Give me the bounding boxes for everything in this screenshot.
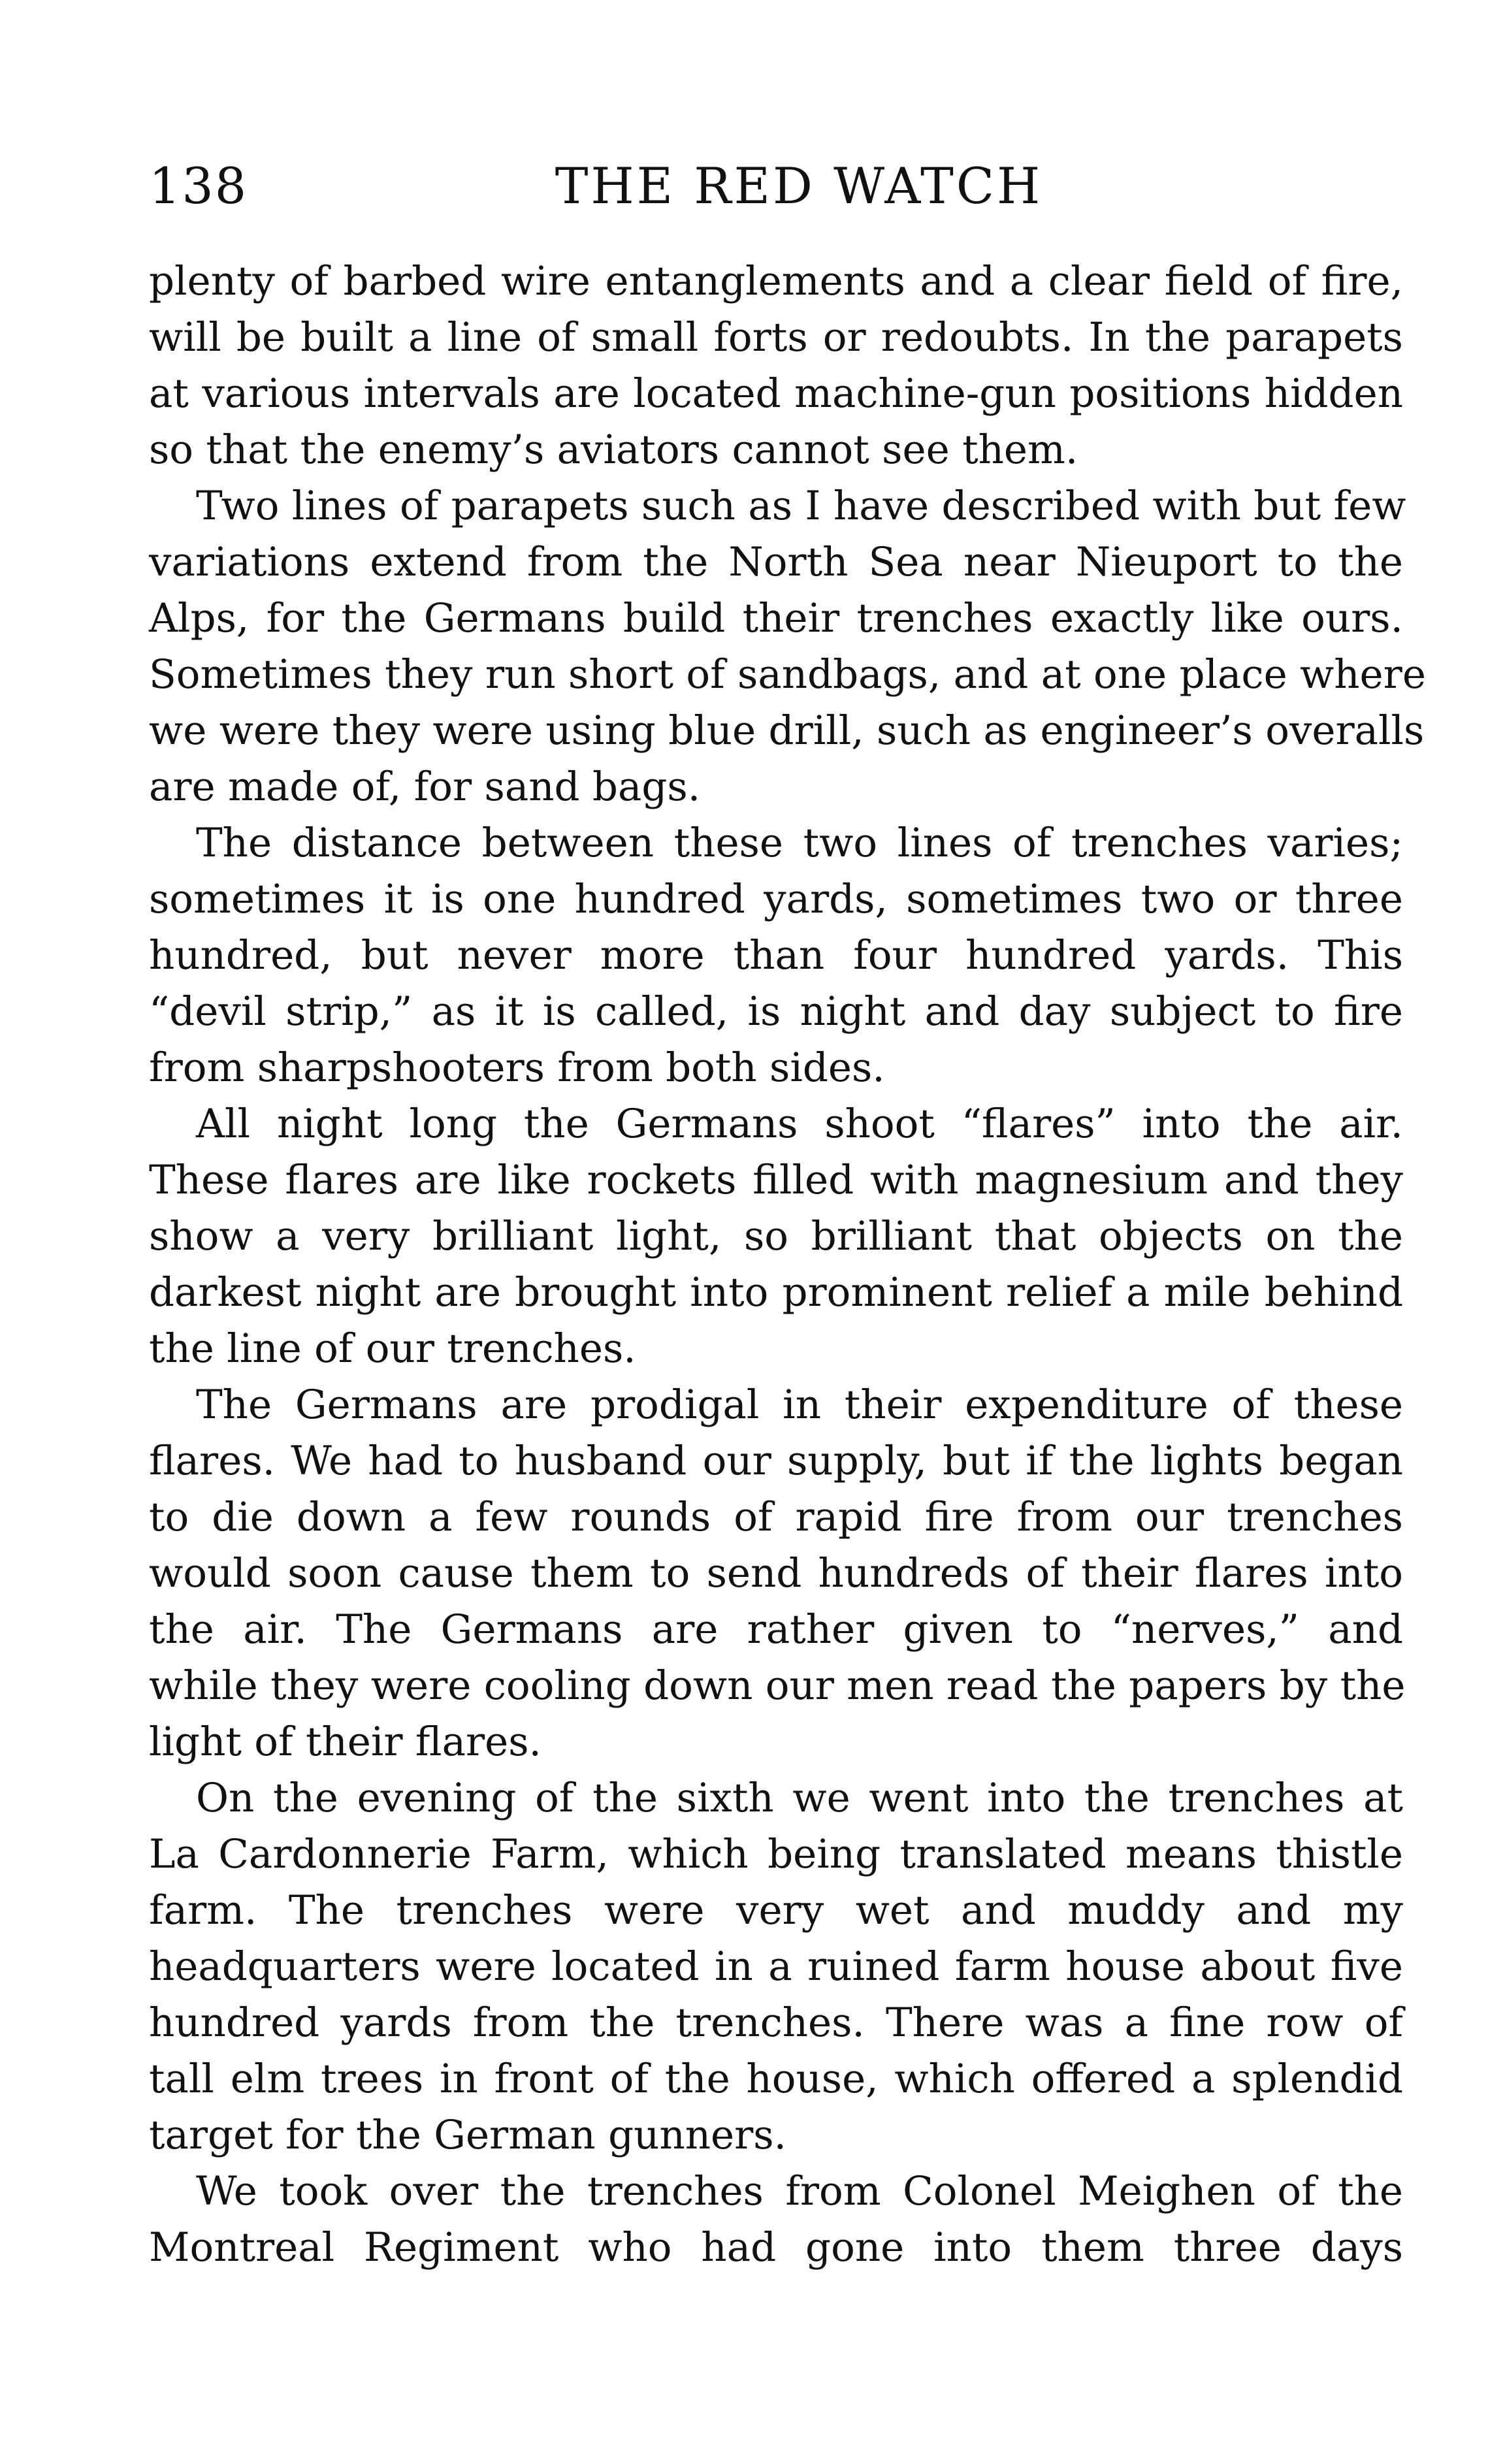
text-line: so that the enemy’s aviators cannot see them. bbox=[149, 427, 1078, 473]
text-line: Alps, for the Germans build their trenches exactly like ours. bbox=[149, 595, 1403, 641]
text-line: La Cardonnerie Farm, which being translated means thistle bbox=[149, 1831, 1403, 1877]
text-line: The Germans are prodigal in their expenditure of these bbox=[196, 1382, 1403, 1428]
paragraph bbox=[149, 2164, 1403, 2276]
text-line: variations extend from the North Sea near Nieuport to the bbox=[149, 539, 1403, 585]
text-line: the air. The Germans are rather given to “nerves,” and bbox=[149, 1606, 1403, 1653]
text-line: Sometimes they run short of sandbags, and at one place where bbox=[149, 651, 1426, 698]
text-line: would soon cause them to send hundreds of their flares into bbox=[149, 1550, 1403, 1597]
text-line: plenty of barbed wire entanglements and a clear field of fire, bbox=[149, 258, 1403, 304]
text-line: sometimes it is one hundred yards, sometimes two or three bbox=[149, 876, 1403, 922]
text-line: All night long the Germans shoot “flares” into the air. bbox=[196, 1101, 1403, 1147]
text-line: hundred yards from the trenches. There was a fine row of bbox=[149, 2000, 1403, 2046]
paragraph bbox=[149, 253, 1403, 478]
text-line: to die down a few rounds of rapid fire from our trenches bbox=[149, 1494, 1403, 1540]
text-line: The distance between these two lines of trenches varies; bbox=[196, 820, 1403, 866]
text-line: target for the German gunners. bbox=[149, 2112, 786, 2158]
text-line: We took over the trenches from Colonel Meighen of the bbox=[196, 2168, 1403, 2214]
page-number: 138 bbox=[149, 157, 248, 215]
text-line: hundred, but never more than four hundred yards. This bbox=[149, 932, 1403, 979]
running-head bbox=[149, 147, 1423, 232]
text-line: darkest night are brought into prominent relief a mile behind bbox=[149, 1269, 1403, 1316]
text-line: “devil strip,” as it is called, is night and day subject to fire bbox=[149, 988, 1403, 1035]
text-line: flares. We had to husband our supply, but if the lights began bbox=[149, 1438, 1403, 1484]
text-line: are made of, for sand bags. bbox=[149, 764, 701, 810]
text-line: Two lines of parapets such as I have described with but few bbox=[196, 483, 1406, 529]
text-line: show a very brilliant light, so brilliant that objects on the bbox=[149, 1213, 1403, 1259]
text-line: at various intervals are located machine-gun positions hidden bbox=[149, 370, 1403, 417]
text-line: Montreal Regiment who had gone into them three days bbox=[149, 2224, 1403, 2271]
text-line: from sharpshooters from both sides. bbox=[149, 1045, 885, 1091]
text-line: On the evening of the sixth we went into the trenches at bbox=[196, 1775, 1403, 1821]
body-text bbox=[149, 253, 1426, 2276]
text-line: tall elm trees in front of the house, which offered a splendid bbox=[149, 2056, 1403, 2102]
text-line: we were they were using blue drill, such as engineer’s overalls bbox=[149, 707, 1425, 754]
paragraph bbox=[149, 1377, 1406, 1770]
text-line: light of their flares. bbox=[149, 1719, 542, 1765]
running-title: THE RED WATCH bbox=[555, 157, 1043, 215]
text-line: will be built a line of small forts or redoubts. In the parapets bbox=[149, 314, 1403, 361]
paragraph bbox=[149, 478, 1426, 815]
text-line: the line of our trenches. bbox=[149, 1325, 636, 1372]
paragraph bbox=[149, 815, 1403, 1096]
text-line: These flares are like rockets filled with magnesium and they bbox=[149, 1157, 1403, 1203]
text-line: headquarters were located in a ruined farm house about five bbox=[149, 1943, 1403, 1990]
text-line: while they were cooling down our men read the papers by the bbox=[149, 1662, 1406, 1709]
text-line: farm. The trenches were very wet and muddy and my bbox=[149, 1887, 1403, 1934]
paragraph bbox=[149, 1770, 1403, 2164]
paragraph bbox=[149, 1096, 1403, 1377]
